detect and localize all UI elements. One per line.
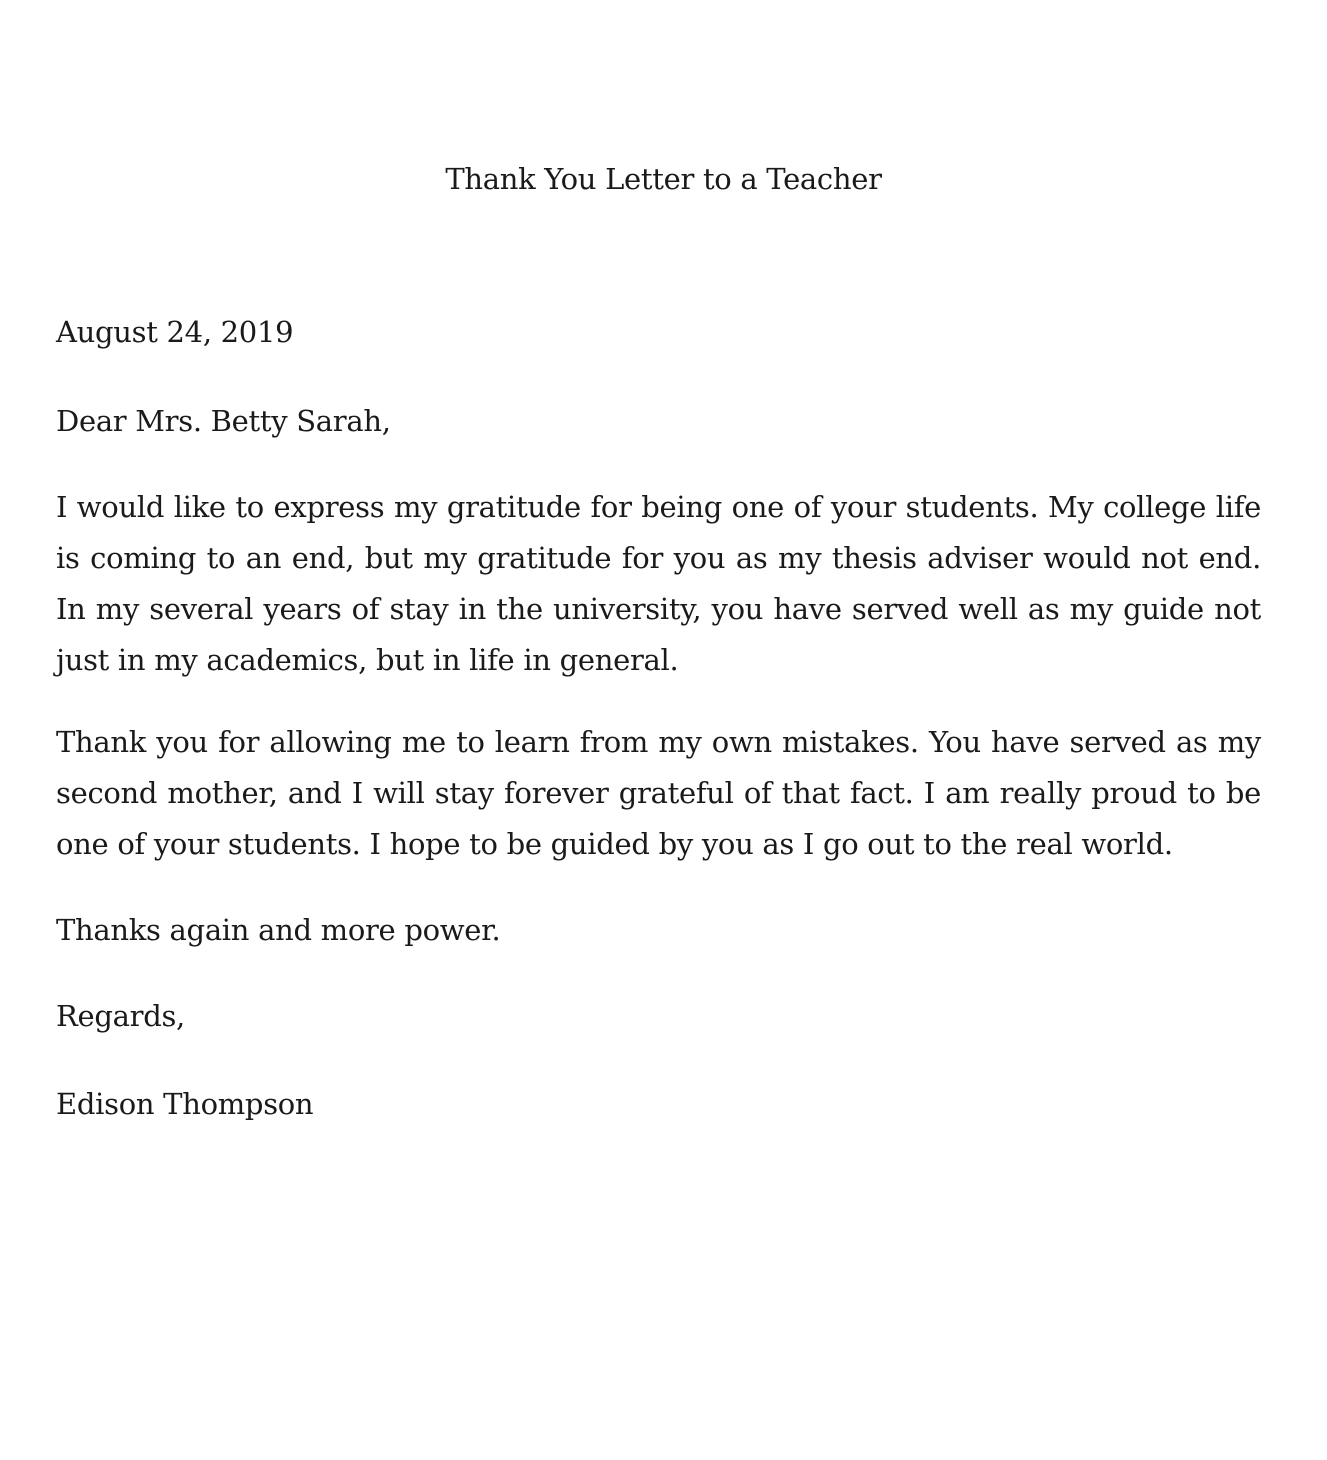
- letter-date: August 24, 2019: [56, 315, 294, 349]
- body-paragraph-1: I would like to express my gratitude for being one of your students. My college life is coming to an end, but my gratitude for you as my thesis adviser would not end. In my several years of stay in the university, you have served well as my guide not just in my academics, but in life in general.: [56, 490, 1261, 677]
- body-paragraph-2: Thank you for allowing me to learn from my own mistakes. You have served as my second mother, and I will stay forever grateful of that fact. I am really proud to be one of your students. I hope to be guided by you as I go out to the real world.: [56, 725, 1261, 861]
- salutation: Dear Mrs. Betty Sarah,: [56, 404, 391, 438]
- thanks-line: Thanks again and more power.: [56, 913, 501, 947]
- closing: Regards,: [56, 999, 185, 1033]
- letter-title: Thank You Letter to a Teacher: [445, 162, 882, 196]
- signature-name: Edison Thompson: [56, 1087, 314, 1121]
